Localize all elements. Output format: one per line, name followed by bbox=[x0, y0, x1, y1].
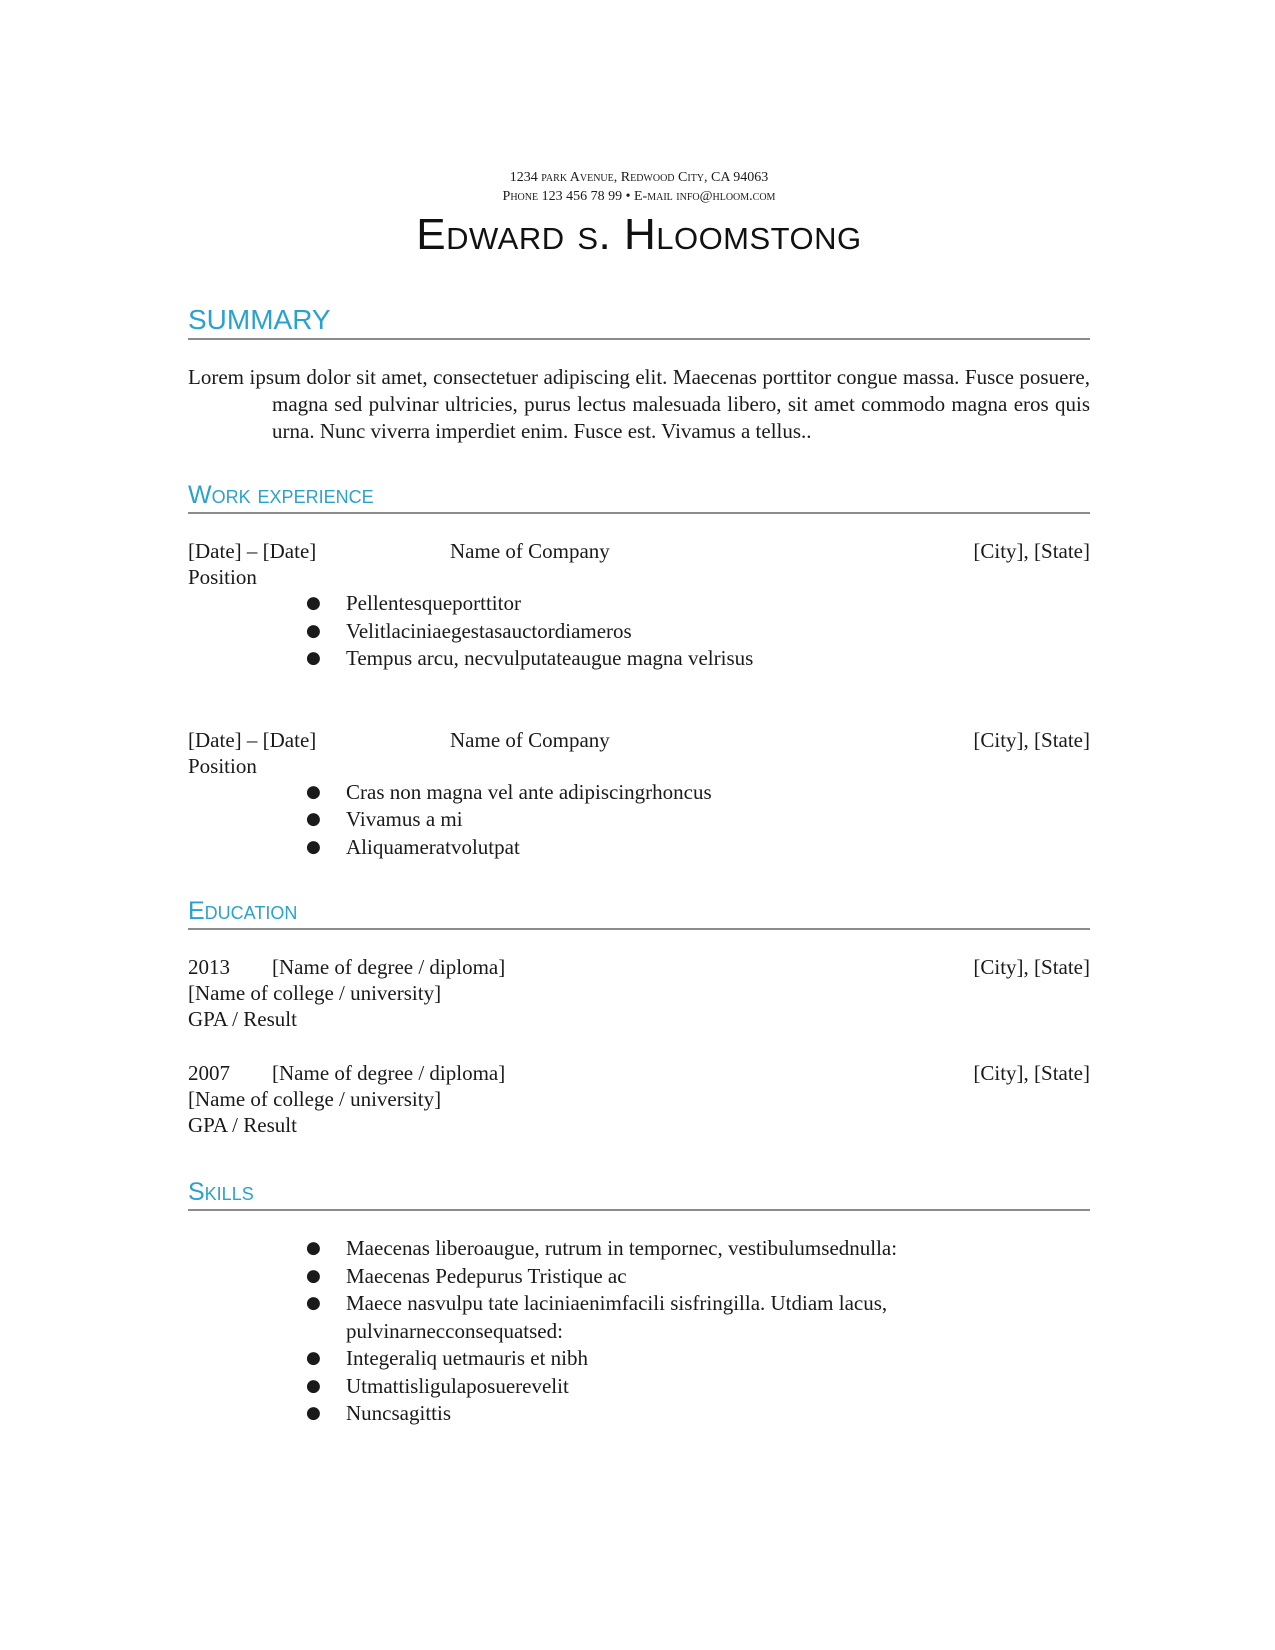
job-position: Position bbox=[188, 565, 257, 589]
skills-heading: Skills bbox=[188, 1178, 1090, 1211]
job-dates: [Date] – [Date] bbox=[188, 727, 317, 752]
list-item: ● Vivamus a mi bbox=[306, 806, 1090, 834]
summary-text: Lorem ipsum dolor sit amet, consectetuer adipiscing elit. Maecenas porttitor congue massa. Fusce posuere, magna sed pulvinar ultricies, purus lectus malesuada libero, sit amet commodo magna eros quis urna. Nunc viverra imperdiet enim. Fusce est. Vivamus a tellus.. bbox=[188, 365, 1090, 443]
job-entry bbox=[188, 727, 1090, 862]
education-location: [City], [State] bbox=[973, 1061, 1090, 1085]
work-experience-heading: Work experience bbox=[188, 481, 1090, 514]
job-dates: [Date] – [Date] bbox=[188, 539, 317, 563]
resume-page bbox=[188, 0, 1090, 1428]
list-item: ● Aliquameratvolutpat bbox=[306, 834, 1090, 862]
list-item: ● Cras non magna vel ante adipiscingrhoncus bbox=[306, 779, 1090, 807]
job-position: Position bbox=[188, 753, 257, 778]
contact-block bbox=[188, 168, 1090, 206]
job-company: Name of Company bbox=[450, 539, 610, 563]
job-header-row bbox=[188, 538, 1090, 564]
list-item: ● Pellentesqueporttitor bbox=[306, 590, 1090, 618]
job-duties bbox=[188, 590, 1090, 673]
list-item: ● Utmattisligulaposuerevelit bbox=[306, 1373, 930, 1401]
education-gpa: GPA / Result bbox=[188, 1113, 297, 1137]
education-year: 2007 bbox=[188, 1061, 230, 1085]
list-item: ● Integeraliq uetmauris et nibh bbox=[306, 1345, 930, 1373]
list-item: ● Tempus arcu, necvulputateaugue magna velrisus bbox=[306, 645, 1090, 673]
job-entry bbox=[188, 538, 1090, 673]
summary-heading: SUMMARY bbox=[188, 304, 1090, 340]
job-header-row bbox=[188, 727, 1090, 753]
education-degree: [Name of degree / diploma] bbox=[272, 955, 506, 979]
list-item: ● Maecenas Pedepurus Tristique ac bbox=[306, 1263, 930, 1291]
candidate-name: Edward s. Hloomstong bbox=[416, 210, 862, 259]
education-entry bbox=[188, 1060, 1090, 1138]
education-degree: [Name of degree / diploma] bbox=[272, 1061, 506, 1085]
education-year: 2013 bbox=[188, 955, 230, 979]
phone-email-line: Phone 123 456 78 99 • E-mail info@hloom.com bbox=[502, 189, 776, 204]
list-item: ● Velitlaciniaegestasauctordiameros bbox=[306, 618, 1090, 646]
education-heading: Education bbox=[188, 897, 1090, 930]
skills-list bbox=[188, 1235, 1090, 1428]
address-line: 1234 park Avenue, Redwood City, CA 94063 bbox=[509, 170, 769, 185]
job-duties bbox=[188, 779, 1090, 862]
education-location: [City], [State] bbox=[973, 955, 1090, 979]
job-location: [City], [State] bbox=[973, 727, 1090, 752]
job-location: [City], [State] bbox=[973, 539, 1090, 563]
education-gpa: GPA / Result bbox=[188, 1007, 297, 1031]
education-header-row bbox=[188, 1060, 1090, 1086]
list-item: ● Nuncsagittis bbox=[306, 1400, 930, 1428]
job-company: Name of Company bbox=[450, 727, 610, 752]
education-college: [Name of college / university] bbox=[188, 1087, 442, 1111]
education-header-row bbox=[188, 954, 1090, 980]
education-college: [Name of college / university] bbox=[188, 981, 442, 1005]
list-item: ● Maecenas liberoaugue, rutrum in tempornec, vestibulumsednulla: bbox=[306, 1235, 930, 1263]
list-item: ● Maece nasvulpu tate laciniaenimfacili sisfringilla. Utdiam lacus, pulvinarnecconsequatsed: bbox=[306, 1290, 930, 1345]
education-entry bbox=[188, 954, 1090, 1032]
